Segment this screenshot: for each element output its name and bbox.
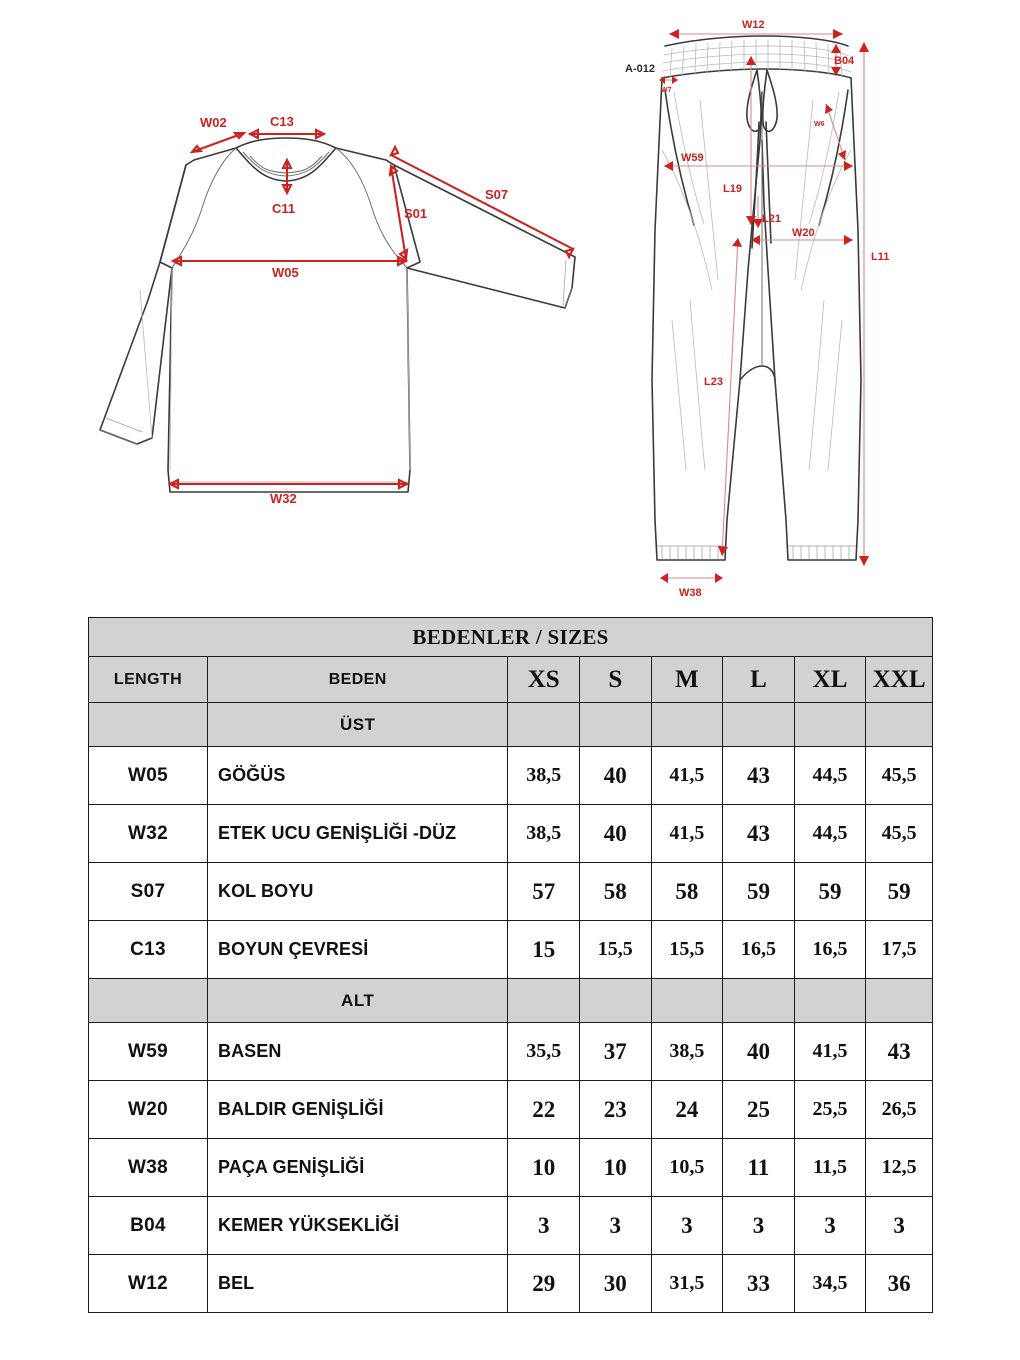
dim-label-w59: W59 (681, 152, 704, 164)
technical-drawings-panel (0, 0, 1020, 610)
dim-label-l11: L11 (871, 251, 890, 263)
row-value-m (651, 921, 723, 979)
row-value-label: 36 (887, 1270, 911, 1296)
dim-label-b04: B04 (834, 55, 855, 67)
row-value-l (723, 921, 795, 979)
row-value-label: 40 (746, 1038, 770, 1064)
dim-label-a012: A-012 (625, 63, 655, 75)
group-name-label: ÜST (339, 714, 376, 734)
row-value-label: 22 (532, 1096, 556, 1122)
row-value-l (723, 1197, 795, 1255)
row-value-label: 23 (603, 1096, 627, 1122)
row-desc-label: PAÇA GENİŞLİĞİ (217, 1157, 365, 1177)
row-value-xs (508, 1081, 580, 1139)
row-value-label: 12,5 (881, 1156, 917, 1178)
row-desc-label: KOL BOYU (217, 881, 314, 901)
row-desc (207, 1081, 507, 1139)
header-size-label-s: S (608, 665, 623, 693)
row-value-label: 10 (532, 1154, 556, 1180)
dim-label-w7: W7 (661, 87, 672, 94)
table-row (89, 1023, 933, 1081)
jogger-pants-sketch (625, 19, 889, 599)
row-value-xl (794, 1197, 866, 1255)
row-value-label: 33 (746, 1270, 770, 1296)
row-value-s (580, 863, 652, 921)
group-name-alt (207, 979, 507, 1023)
group-blank-size-5 (866, 979, 933, 1023)
row-desc-label: ETEK UCU GENİŞLİĞİ -DÜZ (217, 823, 457, 843)
row-value-s (580, 1255, 652, 1313)
row-value-s (580, 805, 652, 863)
row-value-label: 34,5 (812, 1272, 848, 1294)
row-value-label: 43 (746, 762, 770, 788)
row-value-l (723, 747, 795, 805)
row-desc-label: BEL (217, 1273, 255, 1293)
header-size-xs (508, 657, 580, 703)
row-value-label: 35,5 (526, 1040, 562, 1062)
row-value-label: 3 (824, 1212, 836, 1238)
row-desc (207, 747, 507, 805)
dim-label-w38: W38 (679, 587, 702, 599)
row-value-s (580, 1139, 652, 1197)
dim-b04 (831, 44, 855, 76)
group-blank-size-2 (651, 703, 723, 747)
sweatshirt-sketch (100, 114, 575, 506)
row-desc (207, 1023, 507, 1081)
row-value-xxl (866, 1139, 933, 1197)
group-blank-size-4 (794, 979, 866, 1023)
header-size-label-l: L (750, 665, 767, 693)
dim-w32 (170, 480, 407, 506)
row-value-label: 41,5 (669, 764, 705, 786)
row-value-label: 37 (603, 1038, 627, 1064)
row-value-l (723, 805, 795, 863)
row-value-label: 41,5 (669, 822, 705, 844)
row-code-b04 (89, 1197, 208, 1255)
dim-w38 (660, 573, 723, 599)
row-value-label: 59 (746, 878, 770, 904)
group-name-üst (207, 703, 507, 747)
header-beden-label: BEDEN (328, 670, 387, 688)
dim-label-c13: C13 (270, 114, 294, 129)
dim-l21 (753, 196, 781, 228)
group-row-üst (89, 703, 933, 747)
row-value-label: 38,5 (669, 1040, 705, 1062)
table-row (89, 1081, 933, 1139)
row-value-xl (794, 1255, 866, 1313)
header-size-l (723, 657, 795, 703)
row-value-l (723, 1139, 795, 1197)
row-desc (207, 1197, 507, 1255)
row-value-label: 25,5 (812, 1098, 848, 1120)
row-value-label: 43 (746, 820, 770, 846)
row-value-xl (794, 1023, 866, 1081)
dim-s07 (391, 147, 573, 257)
row-value-label: 15,5 (597, 938, 633, 960)
row-value-xxl (866, 921, 933, 979)
header-length (89, 657, 208, 703)
row-value-label: 45,5 (881, 822, 917, 844)
row-value-label: 3 (537, 1212, 550, 1238)
row-value-label: 40 (603, 820, 627, 846)
row-code-label: W59 (128, 1040, 168, 1062)
table-row (89, 863, 933, 921)
row-value-label: 30 (603, 1270, 627, 1296)
row-value-label: 41,5 (812, 1040, 848, 1062)
dim-l11 (859, 42, 889, 566)
row-value-label: 40 (603, 762, 627, 788)
row-value-label: 58 (603, 878, 627, 904)
table-title (89, 618, 933, 657)
row-value-label: 24 (675, 1096, 699, 1122)
row-value-label: 11 (747, 1154, 770, 1180)
row-value-m (651, 1255, 723, 1313)
row-value-xs (508, 1255, 580, 1313)
row-code-label: S07 (130, 880, 166, 902)
dim-label-l23: L23 (704, 376, 723, 388)
dim-w02 (192, 115, 244, 152)
group-name-label: ALT (341, 990, 375, 1010)
table-header-row (89, 657, 933, 703)
row-value-xl (794, 1081, 866, 1139)
row-value-label: 16,5 (740, 938, 776, 960)
row-value-s (580, 1023, 652, 1081)
row-value-xs (508, 1197, 580, 1255)
group-blank-size-2 (651, 979, 723, 1023)
table-row (89, 1255, 933, 1313)
dim-label-w02: W02 (200, 115, 227, 130)
group-blank-code (89, 979, 208, 1023)
group-blank-size-0 (508, 979, 580, 1023)
row-value-label: 10 (603, 1154, 627, 1180)
row-value-xl (794, 1139, 866, 1197)
row-value-label: 31,5 (669, 1272, 705, 1294)
row-value-m (651, 1139, 723, 1197)
row-value-l (723, 1081, 795, 1139)
row-code-label: C13 (130, 938, 166, 960)
row-value-xxl (866, 1023, 933, 1081)
dim-label-w05: W05 (272, 265, 299, 280)
table-row (89, 1139, 933, 1197)
row-value-label: 11,5 (813, 1156, 847, 1178)
row-value-s (580, 1081, 652, 1139)
row-value-label: 15 (532, 936, 556, 962)
row-value-xl (794, 747, 866, 805)
row-value-m (651, 747, 723, 805)
header-size-label-xs: XS (527, 665, 560, 693)
row-code-c13 (89, 921, 208, 979)
row-code-w05 (89, 747, 208, 805)
row-value-label: 16,5 (812, 938, 848, 960)
row-value-xs (508, 863, 580, 921)
row-code-label: W12 (128, 1272, 168, 1294)
header-size-label-m: M (675, 665, 699, 693)
row-value-label: 25 (746, 1096, 770, 1122)
row-code-label: W05 (128, 764, 168, 786)
row-desc (207, 1255, 507, 1313)
row-value-m (651, 863, 723, 921)
group-blank-size-3 (723, 703, 795, 747)
dim-c13 (250, 114, 324, 138)
row-value-xs (508, 1139, 580, 1197)
row-value-label: 45,5 (881, 764, 917, 786)
row-value-label: 43 (887, 1038, 911, 1064)
row-value-m (651, 1023, 723, 1081)
dim-label-w12: W12 (742, 19, 765, 31)
row-desc-label: BASEN (217, 1041, 282, 1061)
row-desc (207, 805, 507, 863)
group-blank-size-3 (723, 979, 795, 1023)
dim-s01 (390, 166, 427, 259)
row-value-label: 3 (752, 1212, 765, 1238)
dim-label-l19: L19 (723, 183, 742, 195)
row-code-w38 (89, 1139, 208, 1197)
row-desc (207, 863, 507, 921)
header-beden (207, 657, 507, 703)
row-value-label: 59 (887, 878, 911, 904)
row-value-label: 26,5 (881, 1098, 917, 1120)
row-value-label: 44,5 (812, 822, 848, 844)
row-value-xs (508, 805, 580, 863)
row-value-label: 38,5 (526, 764, 562, 786)
table-row (89, 747, 933, 805)
group-blank-size-0 (508, 703, 580, 747)
row-value-label: 3 (681, 1212, 693, 1238)
dim-label-w6: W6 (814, 121, 825, 128)
row-value-xxl (866, 747, 933, 805)
row-code-label: W32 (128, 822, 168, 844)
row-code-label: W38 (128, 1156, 168, 1178)
group-blank-size-1 (580, 979, 652, 1023)
row-code-w20 (89, 1081, 208, 1139)
group-row-alt (89, 979, 933, 1023)
row-value-label: 44,5 (812, 764, 848, 786)
dim-l23 (704, 238, 742, 556)
style-code-a012 (625, 63, 655, 75)
row-value-xxl (866, 1197, 933, 1255)
row-desc-label: GÖĞÜS (217, 765, 286, 785)
header-length-label: LENGTH (113, 670, 183, 688)
row-value-label: 29 (532, 1270, 556, 1296)
row-desc-label: BALDIR GENİŞLİĞİ (217, 1099, 384, 1119)
row-value-xl (794, 805, 866, 863)
group-blank-size-4 (794, 703, 866, 747)
row-code-label: B04 (130, 1214, 166, 1236)
row-value-label: 15,5 (669, 938, 705, 960)
dim-c11 (272, 160, 295, 216)
row-code-s07 (89, 863, 208, 921)
dim-label-w32: W32 (270, 491, 297, 506)
header-size-label-xxl: XXL (872, 665, 926, 693)
row-desc (207, 921, 507, 979)
row-value-xxl (866, 1081, 933, 1139)
row-desc (207, 1139, 507, 1197)
row-value-xs (508, 747, 580, 805)
row-desc-label: KEMER YÜKSEKLİĞİ (217, 1215, 400, 1235)
row-code-label: W20 (128, 1098, 168, 1120)
row-value-l (723, 863, 795, 921)
row-value-label: 3 (893, 1212, 905, 1238)
row-value-xs (508, 921, 580, 979)
header-size-label-xl: XL (812, 665, 848, 693)
row-value-xxl (866, 863, 933, 921)
row-value-xl (794, 863, 866, 921)
row-value-l (723, 1023, 795, 1081)
row-value-m (651, 1197, 723, 1255)
sizes-table (88, 617, 933, 1313)
row-value-s (580, 1197, 652, 1255)
dim-label-l21: L21 (762, 213, 781, 225)
row-value-l (723, 1255, 795, 1313)
table-row (89, 1197, 933, 1255)
row-code-w59 (89, 1023, 208, 1081)
table-title-row (89, 618, 933, 657)
group-blank-size-1 (580, 703, 652, 747)
header-size-s (580, 657, 652, 703)
row-value-s (580, 921, 652, 979)
dim-label-c11: C11 (272, 201, 296, 216)
table-title-text: BEDENLER / SIZES (412, 624, 609, 649)
row-value-label: 10,5 (669, 1156, 705, 1178)
table-row (89, 805, 933, 863)
row-desc-label: BOYUN ÇEVRESİ (217, 939, 369, 959)
row-value-xxl (866, 1255, 933, 1313)
row-value-s (580, 747, 652, 805)
dim-label-w20: W20 (792, 227, 815, 239)
header-size-xl (794, 657, 866, 703)
row-value-label: 57 (532, 878, 556, 904)
dim-label-s01: S01 (404, 206, 428, 221)
row-value-label: 58 (675, 878, 699, 904)
dim-l19 (723, 56, 756, 225)
header-size-m (651, 657, 723, 703)
row-value-m (651, 805, 723, 863)
row-value-xl (794, 921, 866, 979)
group-blank-code (89, 703, 208, 747)
row-value-m (651, 1081, 723, 1139)
row-value-label: 38,5 (526, 822, 562, 844)
row-code-w32 (89, 805, 208, 863)
row-value-xxl (866, 805, 933, 863)
row-value-label: 17,5 (881, 938, 917, 960)
table-row (89, 921, 933, 979)
row-value-label: 59 (818, 878, 842, 904)
dim-label-s07: S07 (485, 187, 509, 202)
dim-w05 (173, 257, 406, 280)
header-size-xxl (866, 657, 933, 703)
row-code-w12 (89, 1255, 208, 1313)
row-value-label: 3 (609, 1212, 622, 1238)
group-blank-size-5 (866, 703, 933, 747)
row-value-xs (508, 1023, 580, 1081)
